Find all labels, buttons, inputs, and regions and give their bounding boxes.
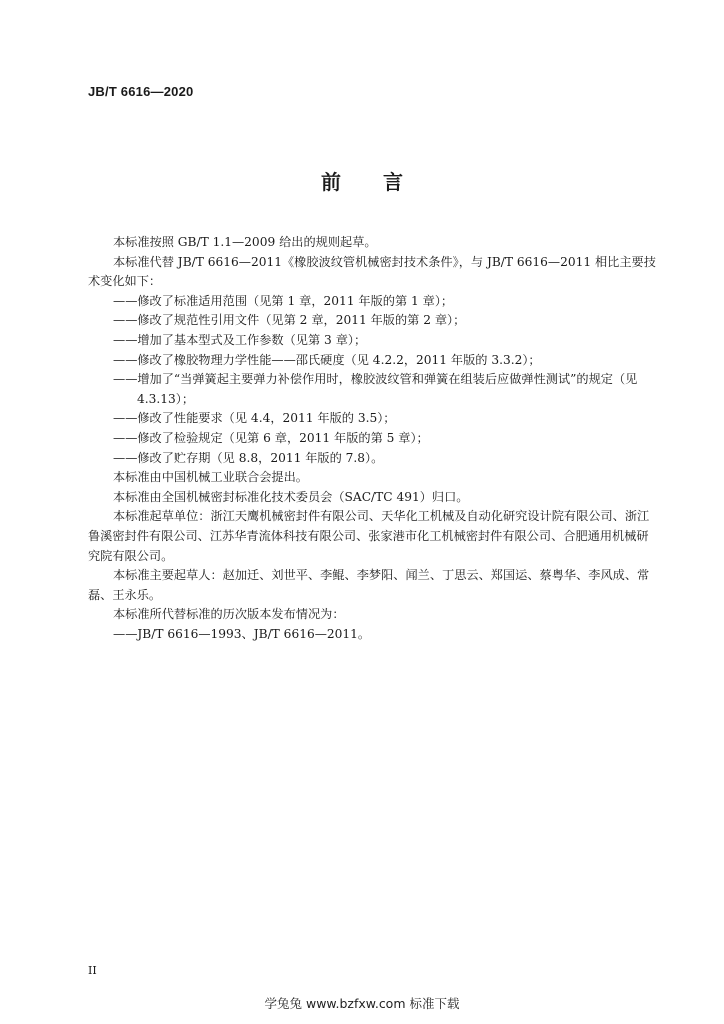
title-char-1: 前 bbox=[321, 170, 341, 194]
change-item: ——修改了橡胶物理力学性能——邵氏硬度（见 4.2.2，2011 年版的 3.3.2）； bbox=[113, 352, 541, 367]
page-title bbox=[0, 166, 724, 195]
footer-watermark: 学兔兔 www.bzfxw.com 标准下载 bbox=[264, 996, 460, 1011]
standard-code: JB/T 6616—2020 bbox=[88, 84, 194, 99]
history-item: ——JB/T 6616—1993、JB/T 6616—2011。 bbox=[113, 626, 371, 641]
paragraph-drafting-units: 本标准起草单位：浙江天鹰机械密封件有限公司、天华化工机械及自动化研究设计院有限公司、浙江鲁溪密封件有限公司、江苏华青流体科技有限公司、张家港市化工机械密封件有限公司、合肥通用机械研究院有限公司。 bbox=[88, 509, 650, 563]
paragraph-history: 本标准所代替标准的历次版本发布情况为： bbox=[113, 607, 345, 622]
change-item: ——增加了“当弹簧起主要弹力补偿作用时，橡胶波纹管和弹簧在组装后应做弹性测试”的规定（见 4.3.13）； bbox=[113, 372, 638, 406]
paragraph-proposer: 本标准由中国机械工业联合会提出。 bbox=[113, 470, 308, 485]
change-item: ——修改了性能要求（见 4.4，2011 年版的 3.5）； bbox=[113, 411, 396, 426]
change-item: ——修改了标准适用范围（见第 1 章，2011 年版的第 1 章）； bbox=[113, 293, 454, 308]
foreword-body bbox=[88, 233, 660, 644]
paragraph-replacement: 本标准代替 JB/T 6616—2011《橡胶波纹管机械密封技术条件》，与 JB/T 6616—2011 相比主要技术变化如下： bbox=[88, 254, 656, 289]
change-item: ——修改了贮存期（见 8.8，2011 年版的 7.8）。 bbox=[113, 450, 384, 465]
paragraph-drafters: 本标准主要起草人：赵加迁、刘世平、李鲲、李梦阳、闻兰、丁思云、郑国运、蔡粤华、李风成、常磊、王永乐。 bbox=[88, 568, 650, 602]
page-number: II bbox=[88, 964, 97, 977]
paragraph-drafting-rules: 本标准按照 GB/T 1.1—2009 给出的规则起草。 bbox=[113, 235, 377, 249]
paragraph-committee: 本标准由全国机械密封标准化技术委员会（SAC/TC 491）归口。 bbox=[113, 489, 469, 504]
change-item: ——修改了规范性引用文件（见第 2 章，2011 年版的第 2 章）； bbox=[113, 313, 466, 328]
title-char-2: 言 bbox=[383, 170, 403, 194]
change-item: ——增加了基本型式及工作参数（见第 3 章）； bbox=[113, 332, 367, 347]
change-item: ——修改了检验规定（见第 6 章，2011 年版的第 5 章）； bbox=[113, 430, 429, 445]
